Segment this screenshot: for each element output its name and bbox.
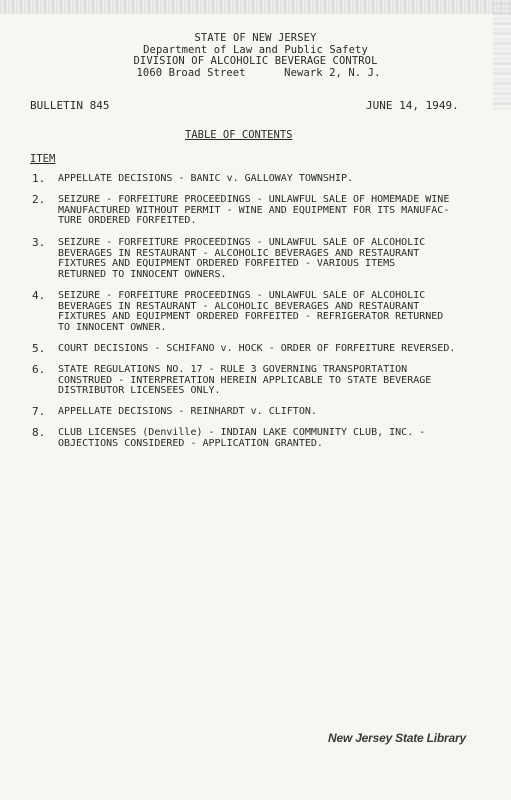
letterhead-state: STATE OF NEW JERSEY: [194, 32, 317, 44]
toc-entry: [32, 407, 482, 418]
toc-entry-text: SEIZURE - FORFEITURE PROCEEDINGS - UNLAWFUL SALE OF ALCOHOLIC BEVERAGES IN RESTAURANT - ALCOHOLIC BEVERAGES AND RESTAURANT FIXTURES AND EQUIPMENT ORDERED FORFEITED - VARIOUS ITEMS RETURNED TO INNOCENT OWNERS.: [58, 237, 426, 280]
toc-entry-number: 6.: [32, 363, 46, 376]
toc-entry-text: SEIZURE - FORFEITURE PROCEEDINGS - UNLAWFUL SALE OF ALCOHOLIC BEVERAGES IN RESTAURANT - ALCOHOLIC BEVERAGES AND RESTAURANT FIXTURES AND EQUIPMENT ORDERED FORFEITED - REFRIGERATOR RETURNED TO INNOCENT OWNER.: [58, 290, 444, 333]
toc-entry-text: COURT DECISIONS - SCHIFANO v. HOCK - ORDER OF FORFEITURE REVERSED.: [58, 343, 456, 354]
bulletin-number: BULLETIN 845: [30, 99, 110, 112]
toc-entry-number: 3.: [32, 236, 46, 249]
toc-entry-text: SEIZURE - FORFEITURE PROCEEDINGS - UNLAWFUL SALE OF HOMEMADE WINE MANUFACTURED WITHOUT PERMIT - WINE AND EQUIPMENT FOR ITS MANUFAC- TURE ORDERED FORFEITED.: [58, 194, 450, 227]
letterhead-division: DIVISION OF ALCOHOLIC BEVERAGE CONTROL: [133, 55, 378, 67]
scan-edge-noise: [0, 0, 511, 14]
toc-entry-number: 4.: [32, 289, 46, 302]
toc-entry-number: 5.: [32, 342, 46, 355]
toc-title: TABLE OF CONTENTS: [185, 129, 293, 141]
toc-entry-text: CLUB LICENSES (Denville) - INDIAN LAKE COMMUNITY CLUB, INC. - OBJECTIONS CONSIDERED - APPLICATION GRANTED.: [58, 427, 426, 449]
item-column-label: ITEM: [30, 153, 56, 165]
toc-entry-number: 2.: [32, 193, 46, 206]
toc-entry: [32, 365, 482, 397]
letterhead-department: Department of Law and Public Safety: [143, 43, 368, 56]
toc-entry-text: APPELLATE DECISIONS - REINHARDT v. CLIFTON.: [58, 406, 317, 417]
bulletin-date: JUNE 14, 1949.: [366, 99, 459, 112]
toc-entry: [32, 174, 482, 185]
letterhead-address: 1060 Broad Street Newark 2, N. J.: [136, 66, 381, 79]
toc-entry-text: STATE REGULATIONS NO. 17 - RULE 3 GOVERNING TRANSPORTATION CONSTRUED - INTERPRETATION HEREIN APPLICABLE TO STATE BEVERAGE DISTRIBUTOR LICENSEES ONLY.: [58, 364, 432, 397]
toc-entry: [32, 428, 482, 449]
toc-entry-number: 7.: [32, 405, 46, 418]
toc-entry-number: 8.: [32, 426, 46, 439]
toc-entry: [32, 291, 482, 333]
library-stamp: New Jersey State Library: [328, 731, 466, 745]
toc-entry: [32, 344, 482, 355]
letterhead: [0, 33, 511, 79]
toc-entry-number: 1.: [32, 172, 46, 185]
toc-entry-text: APPELLATE DECISIONS - BANIC v. GALLOWAY TOWNSHIP.: [58, 173, 354, 184]
toc-entry: [32, 195, 482, 227]
toc-entry: [32, 238, 482, 280]
